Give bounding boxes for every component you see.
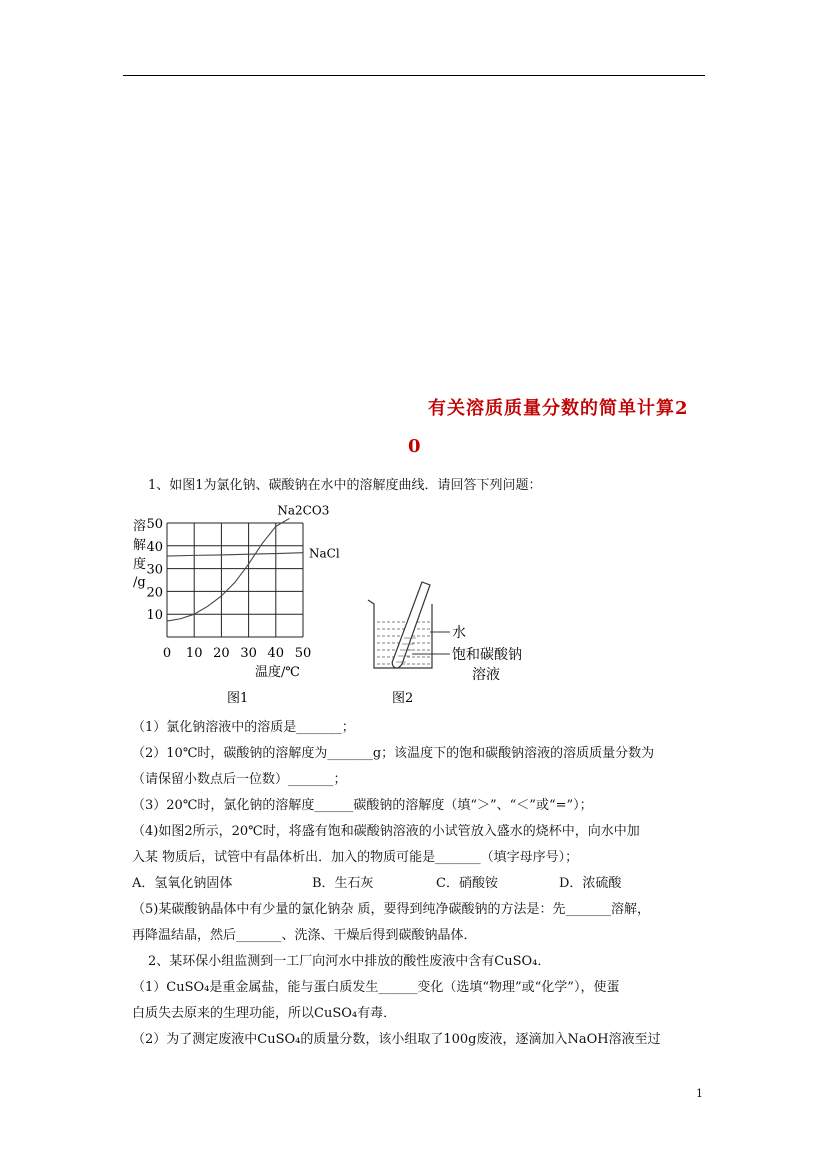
x-axis-label: 温度/℃ <box>255 665 300 680</box>
y-tick-label: 40 <box>146 539 163 555</box>
option-b: B．生石灰 <box>312 876 374 891</box>
page-title: 有关溶质质量分数的简单计算2 <box>428 398 689 419</box>
q1-sub2: （2）10℃时，碳酸钠的溶解度为_______g；该温度下的饱和碳酸钠溶液的溶质质量分数为 <box>132 746 655 761</box>
y-tick-labels <box>146 517 163 623</box>
q2-sub1: （1）CuSO₄是重金属盐，能与蛋白质发生______变化（选填“物理”或“化学”），使蛋 <box>132 980 620 995</box>
q1-intro: 1、如图1为氯化钠、碳酸钠在水中的溶解度曲线．请回答下列问题： <box>148 478 542 493</box>
figure2-diagram <box>360 578 540 708</box>
y-label-char-2: 解 <box>133 538 147 553</box>
y-tick-label: 20 <box>146 585 163 601</box>
y-tick-label: 10 <box>146 608 163 624</box>
header-rule <box>123 75 705 76</box>
series-line-nacl <box>167 553 303 556</box>
q1-sub4: （4)如图2所示，20℃时，将盛有饱和碳酸钠溶液的小试管放入盛水的烧杯中，向水中加 <box>132 824 640 839</box>
chart-grid <box>167 523 303 637</box>
q1-sub1: （1）氯化钠溶液中的溶质是_______； <box>132 720 355 735</box>
q2-sub2: （2）为了测定废液中CuSO₄的质量分数，该小组取了100g废液，逐滴加入NaOH溶液至过 <box>132 1032 661 1047</box>
chart-series <box>167 503 340 621</box>
y-label-char-1: 溶 <box>133 519 147 534</box>
option-a: A．氢氧化钠固体 <box>132 876 233 891</box>
q2-sub1b: 白质失去原来的生理功能，所以CuSO₄有毒． <box>132 1006 397 1021</box>
figure1-caption: 图1 <box>227 691 249 706</box>
x-tick-label: 50 <box>294 646 312 661</box>
q1-sub5: （5)某碳酸钠晶体中有少量的氯化钠杂 质，要得到纯净碳酸钠的方法是：先_______溶解， <box>132 902 650 917</box>
y-label-char-3: 度 <box>133 557 147 572</box>
test-tube <box>392 582 430 668</box>
option-c: C．硝酸铵 <box>436 876 498 891</box>
q1-sub5b: 再降温结晶，然后_______、洗涤、干燥后得到碳酸钠晶体． <box>132 928 477 943</box>
series-line-na2co3 <box>167 518 289 621</box>
x-tick-label: 40 <box>267 646 285 661</box>
x-tick-labels <box>163 646 311 661</box>
option-d: D．浓硫酸 <box>559 876 622 891</box>
x-tick-label: 30 <box>240 646 257 661</box>
series-label-nacl: NaCl <box>309 546 340 561</box>
x-tick-label: 10 <box>185 646 203 661</box>
y-tick-label: 50 <box>146 517 163 532</box>
series-label-na2co3: Na2CO3 <box>277 503 330 518</box>
label-water: 水 <box>452 625 466 641</box>
q1-sub4b: 入某 物质后，试管中有晶体析出．加入的物质可能是_______（填字母序号）； <box>132 850 579 865</box>
y-tick-label: 30 <box>146 562 163 578</box>
y-label-char-4: /g <box>133 575 146 590</box>
q1-sub2b: （请保留小数点后一位数）_______； <box>132 772 347 787</box>
x-tick-label: 0 <box>162 646 172 661</box>
label-solution-2: 溶液 <box>472 667 500 683</box>
q1-sub3: （3）20℃时，氯化钠的溶解度______碳酸钠的溶解度（填“＞”、“＜”或“=”）； <box>132 798 593 813</box>
q2-intro: 2、某环保小组监测到一工厂向河水中排放的酸性废液中含有CuSO₄． <box>148 954 551 969</box>
page-number: 1 <box>696 1087 703 1100</box>
figure1-chart <box>125 496 365 711</box>
page-title-continued: 0 <box>408 436 421 457</box>
x-tick-label: 20 <box>213 646 230 661</box>
figure2-caption: 图2 <box>392 691 414 706</box>
label-solution-1: 饱和碳酸钠 <box>452 647 522 663</box>
